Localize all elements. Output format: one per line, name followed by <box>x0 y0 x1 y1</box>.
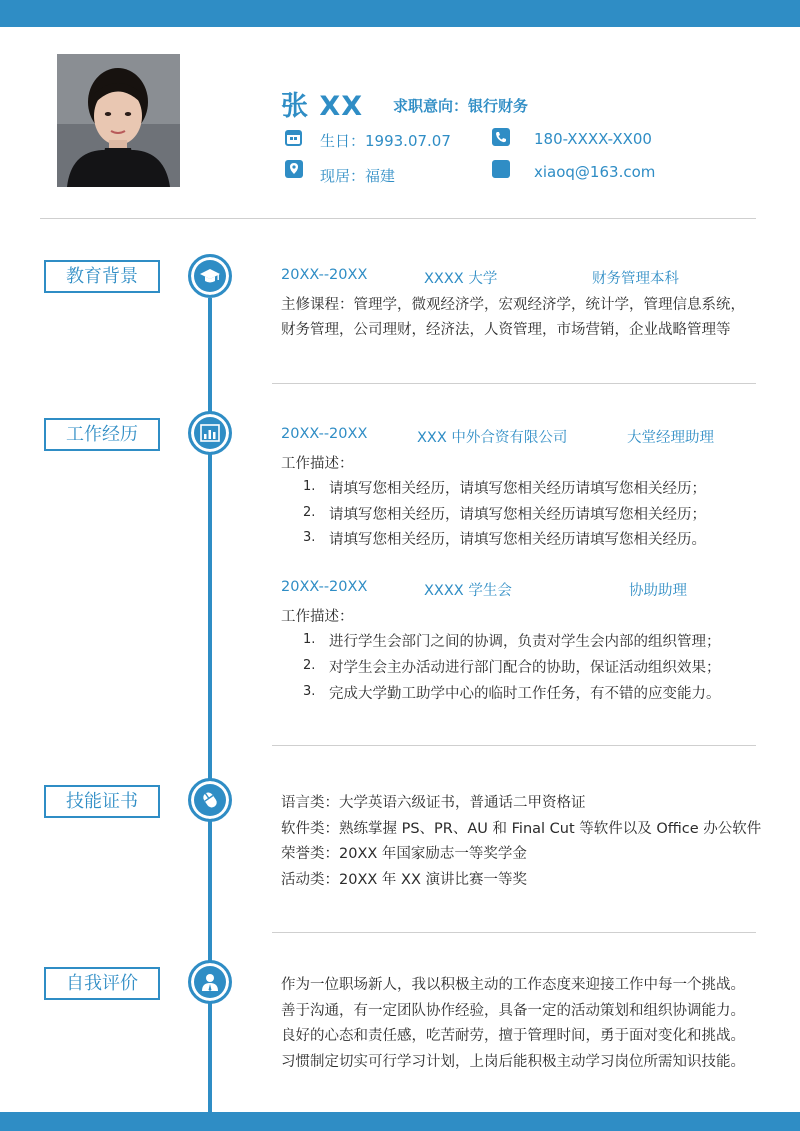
location-pin-icon <box>285 160 302 177</box>
bottom-accent-bar <box>0 1112 800 1131</box>
phone-text: 180-XXXX-XX00 <box>534 130 652 148</box>
self-eval-line: 作为一位职场新人，我以积极主动的工作态度来迎接工作中每一个挑战。 <box>281 977 745 993</box>
job-period: 20XX--20XX <box>281 579 368 595</box>
job-period: 20XX--20XX <box>281 426 368 442</box>
edu-courses-line-2: 财务管理，公司理财，经济法，人资管理，市场营销，企业战略管理等 <box>281 322 731 338</box>
list-number: 1. <box>303 632 316 647</box>
job-desc-label: 工作描述： <box>281 456 354 472</box>
section-title-skills: 技能证书 <box>44 785 160 818</box>
list-number: 2. <box>303 658 316 673</box>
section-title-self-eval: 自我评价 <box>44 967 160 1000</box>
person-icon <box>188 960 232 1004</box>
edu-courses-line-1: 主修课程：管理学，微观经济学，宏观经济学，统计学，管理信息系统， <box>281 297 745 313</box>
section-title-work: 工作经历 <box>44 418 160 451</box>
location-text: 现居：福建 <box>320 167 396 185</box>
skill-line: 活动类：20XX 年 XX 演讲比赛一等奖 <box>281 872 528 888</box>
portrait-photo <box>57 54 180 187</box>
list-number: 3. <box>303 684 316 699</box>
job-role: 大堂经理助理 <box>627 430 714 446</box>
job-role: 协助助理 <box>629 583 687 599</box>
list-number: 2. <box>303 505 316 520</box>
list-number: 3. <box>303 530 316 545</box>
mouse-icon <box>188 778 232 822</box>
list-item: 请填写您相关经历，请填写您相关经历请填写您相关经历； <box>329 507 706 523</box>
job-org: XXXX 学生会 <box>424 583 512 599</box>
email-icon <box>492 160 509 177</box>
self-eval-line: 善于沟通，有一定团队协作经验，具备一定的活动策划和组织协调能力。 <box>281 1003 745 1019</box>
candidate-name: 张 XX <box>281 91 364 122</box>
list-number: 1. <box>303 479 316 494</box>
bar-chart-icon <box>188 411 232 455</box>
section-divider <box>272 932 756 933</box>
section-title-education: 教育背景 <box>44 260 160 293</box>
header-divider <box>40 218 756 219</box>
job-intent: 求职意向：银行财务 <box>393 97 529 115</box>
edu-school: XXXX 大学 <box>424 271 498 287</box>
job-org: XXX 中外合资有限公司 <box>417 430 568 446</box>
job-desc-label: 工作描述： <box>281 609 354 625</box>
list-item: 请填写您相关经历，请填写您相关经历请填写您相关经历； <box>329 481 706 497</box>
self-eval-line: 习惯制定切实可行学习计划，上岗后能积极主动学习岗位所需知识技能。 <box>281 1054 745 1070</box>
birthday-text: 生日：1993.07.07 <box>320 132 451 150</box>
list-item: 请填写您相关经历，请填写您相关经历请填写您相关经历。 <box>329 532 706 548</box>
skill-line: 语言类：大学英语六级证书，普通话二甲资格证 <box>281 795 586 811</box>
edu-degree: 财务管理本科 <box>592 271 679 287</box>
skill-line: 荣誉类：20XX 年国家励志一等奖学金 <box>281 846 527 862</box>
list-item: 完成大学勤工助学中心的临时工作任务，有不错的应变能力。 <box>329 686 721 702</box>
skill-line: 软件类：熟练掌握 PS、PR、AU 和 Final Cut 等软件以及 Office 办公软件 <box>281 821 762 837</box>
calendar-icon <box>285 129 302 146</box>
list-item: 对学生会主办活动进行部门配合的协助，保证活动组织效果； <box>329 660 721 676</box>
email-text: xiaoq@163.com <box>534 163 656 181</box>
phone-icon <box>492 128 509 145</box>
self-eval-line: 良好的心态和责任感，吃苦耐劳，擅于管理时间，勇于面对变化和挑战。 <box>281 1028 745 1044</box>
edu-period: 20XX--20XX <box>281 267 368 283</box>
section-divider <box>272 383 756 384</box>
graduation-cap-icon <box>188 254 232 298</box>
top-accent-bar <box>0 0 800 27</box>
section-divider <box>272 745 756 746</box>
list-item: 进行学生会部门之间的协调，负责对学生会内部的组织管理； <box>329 634 721 650</box>
